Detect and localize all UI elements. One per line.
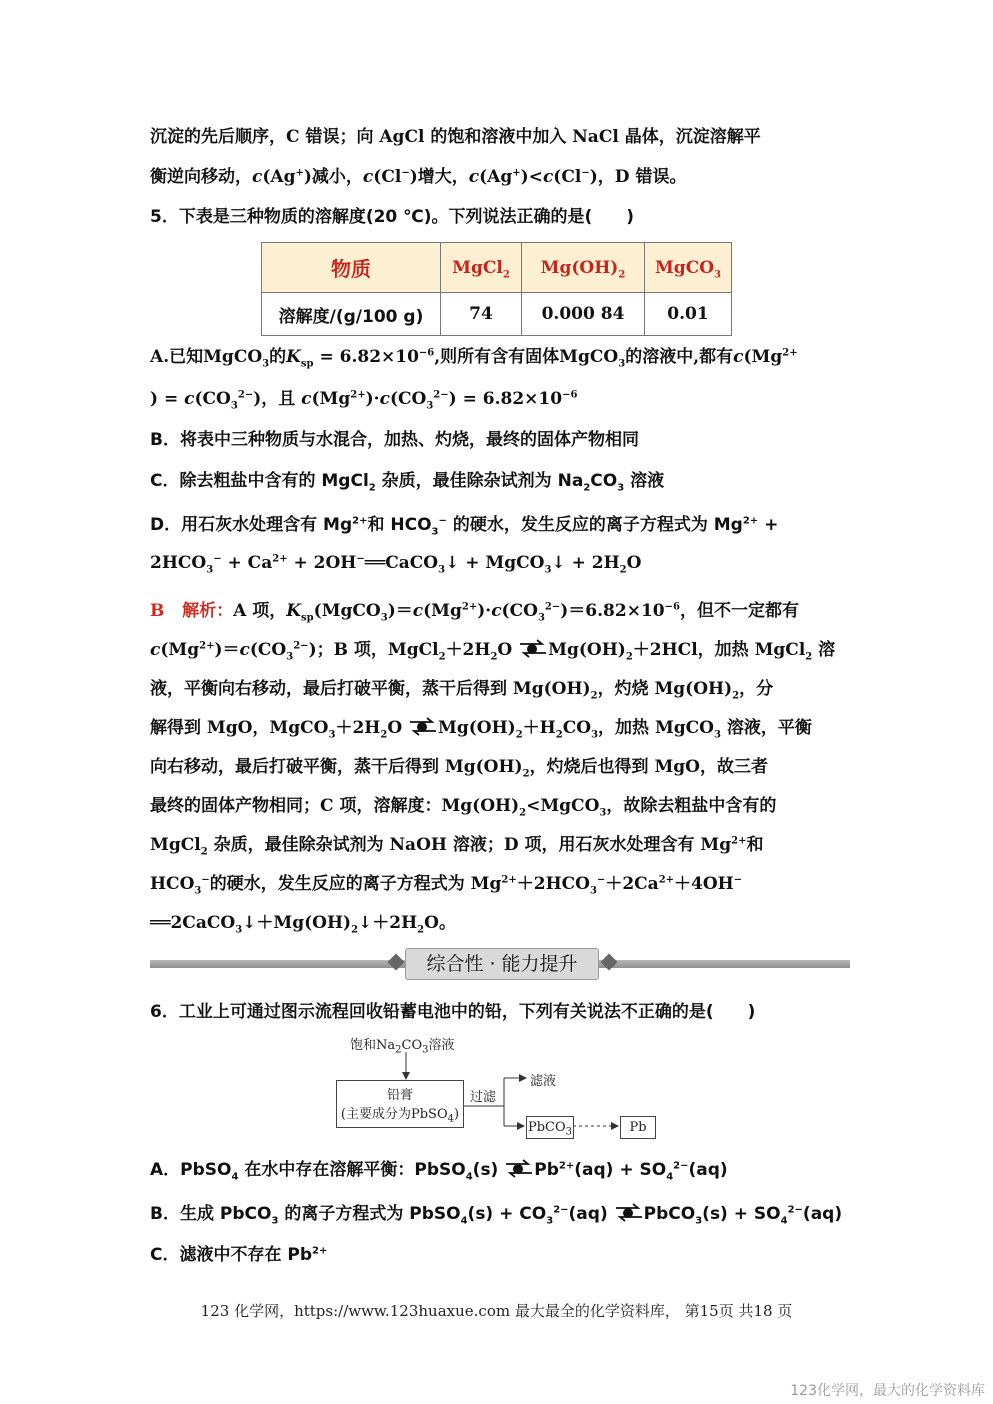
equilibrium-arrow-icon: [504, 1159, 534, 1179]
subscript: 2: [732, 690, 740, 702]
subscript: 4: [231, 1171, 239, 1183]
superscript: 2+: [312, 1245, 328, 1257]
subscript: 3: [426, 400, 434, 412]
text-segment: )＝6.82×10: [560, 601, 665, 621]
text-segment: ，灼烧后也得到 MgO，故三者: [529, 757, 768, 777]
cell-text: MgCl: [452, 257, 503, 278]
text-segment: (aq): [568, 1204, 614, 1224]
text-segment: 的硬水，发生反应的离子方程式为 Mg: [209, 874, 502, 894]
text-segment: (Mg: [311, 389, 351, 409]
superscript: 2−: [673, 1160, 689, 1172]
subscript: 3: [380, 612, 388, 624]
subscript: 2: [502, 268, 510, 280]
q6-option-c: [150, 1240, 327, 1265]
superscript: 2−: [433, 389, 449, 401]
superscript: −6: [664, 601, 680, 613]
superscript: 2+: [272, 553, 288, 565]
option-d-line2: [150, 553, 642, 576]
cell-text: Mg(OH): [540, 257, 619, 278]
subscript: 2: [395, 1044, 402, 1056]
text-segment: )，且: [253, 389, 302, 409]
text-segment: <MgCO: [526, 796, 600, 816]
superscript: 2+: [350, 389, 366, 401]
section-title: 综合性 · 能力提升: [405, 948, 599, 980]
text-segment: C．滤液中不存在 Pb: [150, 1245, 313, 1265]
answer-line1: [150, 596, 799, 624]
subscript: 3: [591, 729, 599, 741]
pbco3-box: [526, 1116, 574, 1139]
text-segment: (Ag: [262, 167, 296, 187]
text-segment: + Ca: [221, 553, 273, 573]
text-segment: O: [497, 640, 519, 660]
subscript: 2: [490, 651, 498, 663]
answer-label: 解析：: [182, 601, 234, 621]
watermark: 123化学网，最大的化学资料库: [790, 1383, 985, 1399]
superscript: 2−: [293, 640, 309, 652]
subscript: 3: [617, 482, 625, 494]
subscript: 2: [519, 807, 527, 819]
subscript: 2: [618, 268, 626, 280]
equilibrium-arrow-icon: [614, 1203, 644, 1223]
table-cell: 0.01: [645, 293, 732, 336]
symbol-c: c: [491, 601, 502, 621]
subscript: 4: [666, 1171, 674, 1183]
text-segment: ,则所有含有固体MgCO: [434, 347, 619, 367]
text-segment: (CO: [194, 389, 231, 409]
text-segment: (Ag: [479, 167, 513, 187]
subscript: 3: [714, 729, 721, 741]
text-segment: )；B 项，MgCl: [308, 640, 439, 660]
solubility-table: [261, 242, 732, 336]
text-segment: (CO: [501, 601, 538, 621]
subscript: 2: [805, 651, 813, 663]
table-cell: 74: [441, 293, 522, 336]
text-segment: (aq): [688, 1160, 728, 1180]
text-segment: ) = 6.82×10: [448, 389, 563, 409]
text-segment: ): [454, 1107, 460, 1122]
text-segment: O。: [424, 913, 456, 933]
text-segment: 杂质，最佳除杂试剂为 NaOH 溶液；D 项，用石灰水处理含有 Mg: [207, 835, 732, 855]
text-segment: 在水中存在溶解平衡：PbSO: [238, 1160, 466, 1180]
text-segment: 和: [746, 835, 764, 855]
subscript: sp: [300, 358, 314, 370]
subscript: 3: [695, 1215, 703, 1227]
box-subtitle: [337, 1103, 463, 1125]
option-a-line1: [150, 342, 798, 370]
superscript: 2−: [787, 1204, 803, 1216]
q6-option-b: [150, 1199, 843, 1227]
text-segment: (Cl: [553, 167, 582, 187]
text-segment: + 2OH: [287, 553, 357, 573]
cell-text: MgCO: [654, 257, 715, 278]
text-segment: (Mg: [160, 640, 200, 660]
superscript: −: [733, 874, 743, 886]
subscript: 2: [417, 924, 425, 936]
subscript: 3: [235, 924, 243, 936]
text-segment: (s): [472, 1160, 505, 1180]
text-segment: ＋4OH: [674, 874, 734, 894]
reagent-label: [350, 1034, 455, 1056]
text-segment: (MgCO: [313, 601, 381, 621]
answer-line8: [150, 869, 743, 897]
table-header-cell: 物质: [262, 243, 441, 293]
superscript: 2−: [544, 601, 561, 613]
answer-line7: [150, 830, 764, 858]
subscript: 2: [522, 768, 530, 780]
option-b: B．将表中三种物质与水混合，加热、灼烧，最终的固体产物相同: [150, 430, 639, 450]
superscript: −: [596, 874, 606, 886]
symbol-c: c: [362, 167, 374, 187]
answer-line6: [150, 791, 777, 819]
answer-letter: B: [150, 601, 165, 621]
table-cell: 0.000 84: [522, 293, 645, 336]
subscript: 2: [200, 846, 208, 858]
text-segment: ＋2HCO: [516, 874, 590, 894]
text-segment: B．生成 PbCO: [150, 1204, 272, 1224]
subscript: 2: [590, 690, 598, 702]
text-segment: PbCO: [643, 1204, 696, 1224]
filtrate-label: 滤液: [530, 1074, 557, 1089]
text-line: [150, 162, 686, 187]
subscript: 2: [351, 924, 359, 936]
text-segment: CO: [562, 718, 592, 738]
subscript: 4: [465, 1171, 473, 1183]
symbol-c: c: [239, 640, 250, 660]
text-segment: (Mg: [423, 601, 462, 621]
superscript: 2+: [782, 347, 798, 359]
superscript: 2+: [461, 601, 478, 613]
subscript: 3: [328, 729, 336, 741]
subscript: 3: [286, 651, 294, 663]
answer-line5: [150, 752, 768, 780]
option-c: [150, 466, 665, 494]
text-segment: (s) + SO: [702, 1204, 781, 1224]
subscript: 2: [555, 729, 563, 741]
subscript: 3: [589, 885, 597, 897]
text-segment: O: [626, 553, 642, 573]
superscript: 2+: [742, 515, 759, 527]
text-segment: (s) + CO: [467, 1204, 547, 1224]
option-d-line1: [150, 510, 779, 538]
subscript: 3: [599, 807, 607, 819]
subscript: 3: [544, 564, 552, 576]
text-segment: 液，平衡向右移动，最后打破平衡，蒸干后得到 Mg(OH): [150, 679, 591, 699]
text-segment: Mg(OH): [548, 640, 626, 660]
subscript: 3: [431, 526, 439, 538]
symbol-c: c: [412, 601, 424, 621]
text-segment: ↓ + 2H: [551, 553, 620, 573]
subscript: 3: [565, 1126, 573, 1138]
superscript: −: [401, 167, 410, 179]
subscript: 2: [583, 482, 591, 494]
subscript: 2: [619, 564, 627, 576]
superscript: 2−: [237, 389, 254, 401]
text-segment: 解得到 MgO，MgCO: [150, 718, 329, 738]
superscript: 2+: [501, 874, 517, 886]
text-segment: A．PbSO: [150, 1160, 232, 1180]
text-segment: 的离子方程式为 PbSO: [278, 1204, 461, 1224]
superscript: −: [356, 553, 365, 565]
subscript: 2: [438, 651, 446, 663]
text-segment: ＋2HCl，加热 MgCl: [632, 640, 806, 660]
text-segment: 2HCO: [150, 553, 207, 573]
text-segment: C．除去粗盐中含有的 MgCl: [150, 471, 369, 491]
superscript: 2+: [558, 1160, 575, 1172]
text-segment: 向右移动，最后打破平衡，蒸干后得到 Mg(OH): [150, 757, 523, 777]
text-segment: (主要成分为PbSO: [340, 1107, 448, 1122]
text-segment: )·: [365, 389, 380, 409]
equilibrium-arrow-icon: [518, 639, 548, 659]
superscript: +: [512, 167, 521, 179]
text-segment: ══CaCO: [364, 553, 439, 573]
answer-line2: [150, 635, 836, 663]
text-segment: 溶: [812, 640, 836, 660]
text-segment: ) =: [150, 389, 185, 409]
subscript: 3: [537, 612, 545, 624]
superscript: 2+: [731, 835, 747, 847]
text-segment: 杂质，最佳除杂试剂为 Na: [375, 471, 584, 491]
text-segment: ↓＋2H: [358, 913, 418, 933]
text-segment: 的硬水，发生反应的离子方程式为 Mg: [446, 515, 743, 535]
subscript: 3: [422, 1044, 429, 1056]
subscript: 3: [262, 358, 270, 370]
superscript: 2+: [658, 874, 675, 886]
text-segment: )·: [477, 601, 492, 621]
question-6-stem: 6．工业上可通过图示流程回收铅蓄电池中的铅，下列有关说法不正确的是( ): [150, 1002, 756, 1022]
text-segment: ↓ + MgCO: [445, 553, 545, 573]
subscript: 3: [271, 1215, 279, 1227]
symbol-k: K: [286, 347, 301, 367]
text-segment: )，D 错误。: [589, 167, 687, 187]
text-segment: 溶液: [624, 471, 665, 491]
subscript: 4: [780, 1215, 788, 1227]
text-segment: Pb: [534, 1160, 559, 1180]
text-segment: ＋2H: [335, 718, 381, 738]
filter-label: 过滤: [470, 1090, 497, 1105]
text-segment: )<: [520, 167, 543, 187]
text-segment: ，故除去粗盐中含有的: [606, 796, 777, 816]
subscript: 3: [546, 1215, 554, 1227]
text-segment: PbCO: [527, 1120, 566, 1135]
subscript: 2: [515, 729, 523, 741]
subscript: sp: [301, 612, 314, 624]
text-segment: MgCl: [150, 835, 201, 855]
answer-line4: [150, 713, 812, 741]
subscript: 3: [438, 564, 446, 576]
text-segment: CO: [401, 1038, 423, 1053]
text-segment: ，但不一定都有: [679, 601, 799, 621]
subscript: 4: [447, 1113, 454, 1125]
text-segment: 溶液，平衡: [720, 718, 812, 738]
superscript: +: [295, 167, 304, 179]
text-segment: ，加热 MgCO: [598, 718, 714, 738]
text-segment: ＋H: [522, 718, 556, 738]
text-segment: Mg(OH): [438, 718, 516, 738]
subscript: 3: [194, 885, 202, 897]
superscript: −6: [562, 389, 578, 401]
subscript: 3: [206, 564, 214, 576]
text-segment: (aq) + SO: [574, 1160, 667, 1180]
text-segment: ，分: [739, 679, 774, 699]
subscript: 4: [460, 1215, 468, 1227]
text-segment: O: [387, 718, 409, 738]
q6-option-a: [150, 1155, 728, 1183]
page-footer: 123 化学网，https://www.123huaxue.com 最大最全的化学资料库， 第15页 共18 页: [200, 1302, 793, 1320]
text-segment: ══2CaCO: [150, 913, 236, 933]
symbol-c: c: [252, 167, 263, 187]
text-segment: )＝: [214, 640, 240, 660]
table-header-cell: [522, 243, 645, 293]
subscript: 2: [380, 729, 388, 741]
symbol-c: c: [468, 167, 480, 187]
text-segment: (CO: [249, 640, 287, 660]
option-a-line2: [150, 384, 578, 412]
text-segment: (Cl: [373, 167, 402, 187]
section-banner: [150, 948, 850, 980]
text-segment: (CO: [389, 389, 427, 409]
text-segment: HCO: [150, 874, 195, 894]
superscript: 2+: [352, 515, 368, 527]
text-segment: A 项，: [233, 601, 287, 621]
subscript: 3: [230, 400, 238, 412]
symbol-c: c: [184, 389, 195, 409]
text-segment: D．用石灰水处理含有 Mg: [150, 515, 353, 535]
symbol-c: c: [542, 167, 554, 187]
table-header-cell: [441, 243, 522, 293]
text-line: 沉淀的先后顺序，C 错误；向 AgCl 的饱和溶液中加入 NaCl 晶体，沉淀溶解平: [150, 127, 761, 147]
subscript: 3: [618, 358, 626, 370]
text-segment: CO: [590, 471, 618, 491]
table-header-cell: [645, 243, 732, 293]
text-segment: A.已知MgCO: [150, 347, 263, 367]
table-header-row: [262, 243, 732, 293]
flow-diagram: [330, 1032, 670, 1144]
subscript: 3: [714, 268, 721, 280]
text-segment: 的: [269, 347, 287, 367]
superscript: −: [213, 553, 222, 565]
symbol-c: c: [301, 389, 312, 409]
text-segment: +: [758, 515, 779, 535]
superscript: −6: [418, 347, 435, 359]
text-segment: (aq): [802, 1204, 843, 1224]
superscript: −: [438, 515, 447, 527]
text-segment: (Mg: [743, 347, 783, 367]
text-segment: 衡逆向移动，: [150, 167, 252, 187]
question-5-stem: 5．下表是三种物质的溶解度(20 ℃)。下列说法正确的是( ): [150, 207, 635, 227]
text-segment: ，灼烧 Mg(OH): [597, 679, 733, 699]
symbol-c: c: [150, 640, 161, 660]
text-segment: 最终的固体产物相同；C 项，溶解度：Mg(OH): [150, 796, 520, 816]
text-segment: 溶液: [428, 1038, 455, 1053]
table-cell: 溶解度/(g/100 g): [262, 293, 441, 336]
answer-line9: [150, 908, 456, 936]
superscript: 2−: [553, 1204, 569, 1216]
symbol-k: K: [286, 601, 302, 621]
text-segment: ↓＋Mg(OH): [242, 913, 352, 933]
text-segment: 的溶液中,都有: [625, 347, 734, 367]
text-segment: ＋2H: [445, 640, 491, 660]
equilibrium-arrow-icon: [408, 717, 438, 737]
text-segment: 饱和Na: [350, 1038, 396, 1053]
superscript: −: [201, 874, 210, 886]
table-row: [262, 293, 732, 336]
text-segment: ＋2Ca: [605, 874, 659, 894]
pb-box: Pb: [620, 1116, 656, 1139]
symbol-c: c: [733, 347, 744, 367]
text-segment: )＝: [387, 601, 413, 621]
text-segment: )减小，: [303, 167, 363, 187]
symbol-c: c: [379, 389, 390, 409]
box-title: 铅膏: [386, 1088, 413, 1103]
text-segment: 和 HCO: [367, 515, 432, 535]
subscript: 2: [625, 651, 633, 663]
text-segment: = 6.82×10: [313, 347, 419, 367]
answer-line3: [150, 674, 774, 702]
text-segment: )增大，: [409, 167, 469, 187]
superscript: −: [581, 167, 590, 179]
lead-paste-box: [336, 1080, 464, 1128]
superscript: 2+: [199, 640, 215, 652]
subscript: 2: [368, 482, 376, 494]
